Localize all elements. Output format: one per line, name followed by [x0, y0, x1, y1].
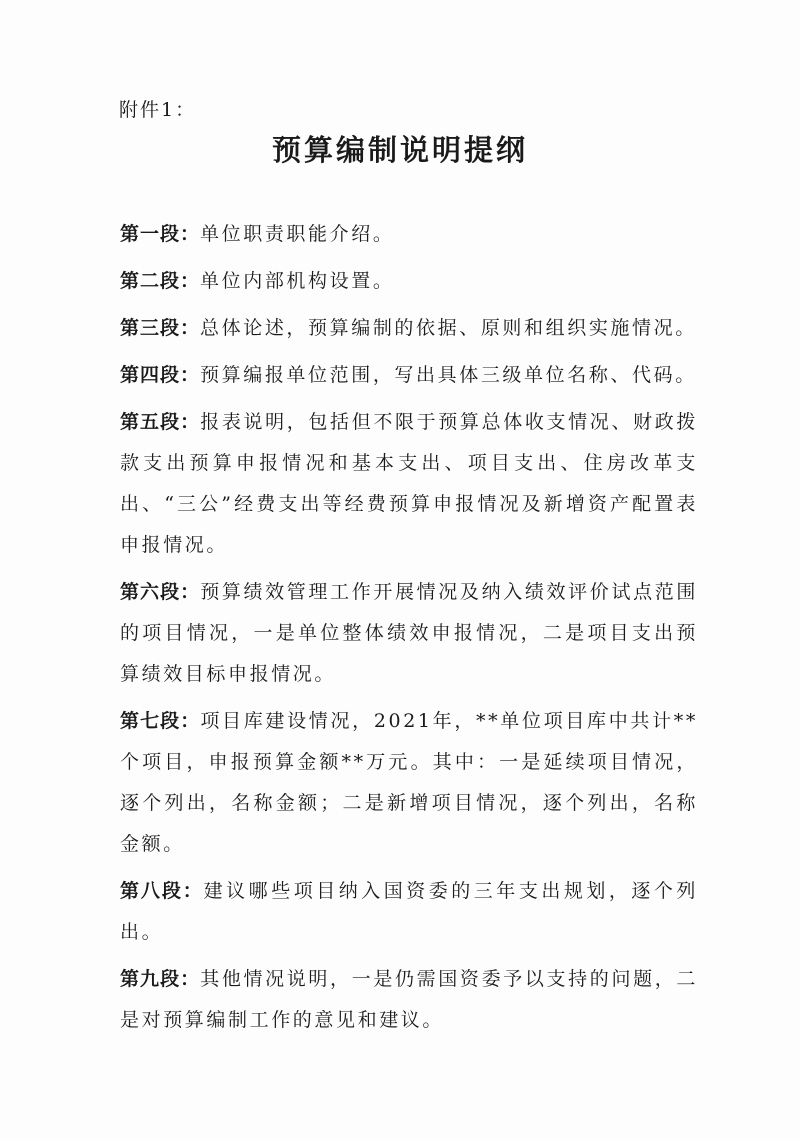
paragraph-text: 预算编报单位范围，写出具体三级单位名称、代码。	[200, 364, 697, 386]
paragraph-text: 单位职责职能介绍。	[200, 223, 395, 245]
paragraph-1	[120, 214, 698, 255]
paragraph-label: 第四段：	[120, 364, 201, 386]
paragraph-8	[120, 871, 698, 953]
paragraph-text: 项目库建设情况，2021年，**单位项目库中共计**个项目，申报预算金额**万元。其中：一是延续项目情况，逐个列出，名称金额；二是新增项目情况，逐个列出，名称金额。	[120, 710, 698, 855]
paragraph-text: 报表说明，包括但不限于预算总体收支情况、财政拨款支出预算申报情况和基本支出、项目支出、住房改革支出、“三公”经费支出等经费预算申报情况及新增资产配置表申报情况。	[120, 411, 698, 556]
paragraph-label: 第七段：	[120, 710, 201, 732]
paragraph-6	[120, 572, 698, 695]
document-body	[120, 214, 698, 1047]
paragraph-text: 单位内部机构设置。	[200, 270, 395, 292]
paragraph-4	[120, 355, 698, 396]
paragraph-7	[120, 701, 698, 865]
paragraph-text: 其他情况说明，一是仍需国资委予以支持的问题，二是对预算编制工作的意见和建议。	[120, 968, 698, 1031]
paragraph-2	[120, 261, 698, 302]
paragraph-label: 第一段：	[120, 223, 201, 245]
paragraph-text: 预算绩效管理工作开展情况及纳入绩效评价试点范围的项目情况，一是单位整体绩效申报情况，二是项目支出预算绩效目标申报情况。	[120, 581, 698, 685]
paragraph-text: 总体论述，预算编制的依据、原则和组织实施情况。	[200, 317, 697, 339]
paragraph-label: 第九段：	[120, 968, 201, 990]
paragraph-5	[120, 402, 698, 566]
paragraph-label: 第五段：	[120, 411, 201, 433]
paragraph-label: 第八段：	[120, 880, 204, 902]
paragraph-text: 建议哪些项目纳入国资委的三年支出规划，逐个列出。	[120, 880, 698, 943]
paragraph-label: 第二段：	[120, 270, 201, 292]
document-title: 预算编制说明提纲	[271, 133, 528, 167]
attachment-label: 附件1：	[119, 99, 197, 121]
paragraph-3	[120, 308, 698, 349]
paragraph-9	[120, 959, 698, 1041]
paragraph-label: 第三段：	[120, 317, 201, 339]
paragraph-label: 第六段：	[120, 581, 201, 603]
